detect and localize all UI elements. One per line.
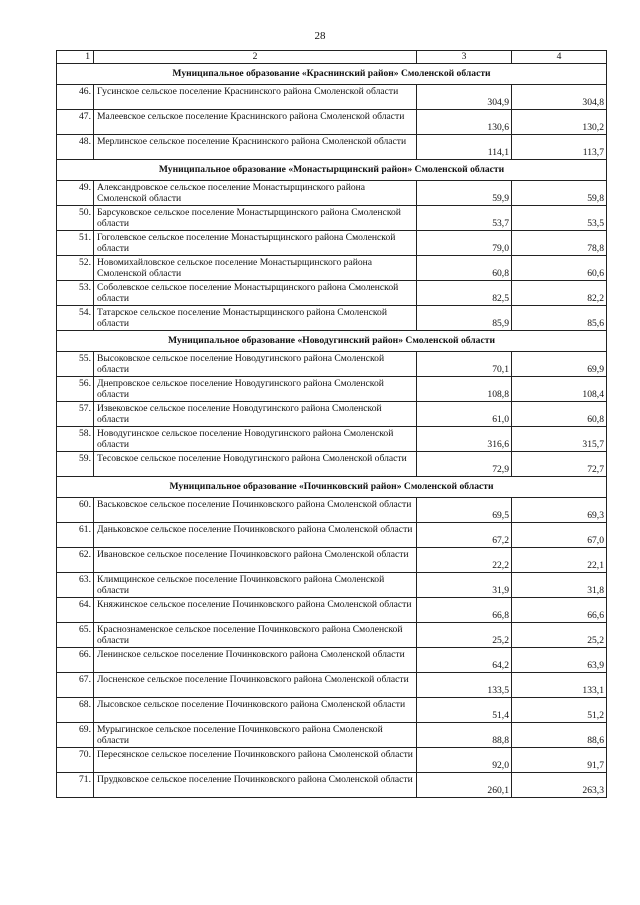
row-number: 48. <box>57 135 94 160</box>
table-row <box>57 648 607 673</box>
row-number: 54. <box>57 306 94 331</box>
table-header-row <box>57 51 607 64</box>
settlement-name: Княжинское сельское поселение Починковского района Смоленской области <box>94 598 417 623</box>
value-column-4: 263,3 <box>512 773 607 798</box>
settlement-name: Краснознаменское сельское поселение Починковского района Смоленской области <box>94 623 417 648</box>
settlement-name: Новодугинское сельское поселение Новодугинского района Смоленской области <box>94 427 417 452</box>
table-row <box>57 110 607 135</box>
value-column-3: 22,2 <box>417 548 512 573</box>
table-row <box>57 548 607 573</box>
value-column-4: 25,2 <box>512 623 607 648</box>
settlement-name: Мерлинское сельское поселение Краснинского района Смоленской области <box>94 135 417 160</box>
value-column-4: 69,9 <box>512 352 607 377</box>
value-column-4: 91,7 <box>512 748 607 773</box>
settlement-name: Лосненское сельское поселение Починковского района Смоленской области <box>94 673 417 698</box>
table-row <box>57 623 607 648</box>
table-row <box>57 85 607 110</box>
value-column-3: 67,2 <box>417 523 512 548</box>
row-number: 51. <box>57 231 94 256</box>
value-column-3: 51,4 <box>417 698 512 723</box>
value-column-3: 31,9 <box>417 573 512 598</box>
value-column-4: 85,6 <box>512 306 607 331</box>
section-title: Муниципальное образование «Краснинский район» Смоленской области <box>57 64 607 85</box>
value-column-3: 61,0 <box>417 402 512 427</box>
settlement-name: Лысовское сельское поселение Починковского района Смоленской области <box>94 698 417 723</box>
settlement-name: Мурыгинское сельское поселение Починковского района Смоленской области <box>94 723 417 748</box>
table-row <box>57 498 607 523</box>
value-column-4: 133,1 <box>512 673 607 698</box>
settlement-name: Пересянское сельское поселение Починковского района Смоленской области <box>94 748 417 773</box>
settlement-name: Александровское сельское поселение Монастырщинского района Смоленской области <box>94 181 417 206</box>
table-row <box>57 427 607 452</box>
section-header-row <box>57 477 607 498</box>
value-column-3: 114,1 <box>417 135 512 160</box>
value-column-4: 59,8 <box>512 181 607 206</box>
section-title: Муниципальное образование «Монастырщинский район» Смоленской области <box>57 160 607 181</box>
table-row <box>57 573 607 598</box>
table-row <box>57 352 607 377</box>
row-number: 60. <box>57 498 94 523</box>
value-column-4: 60,8 <box>512 402 607 427</box>
row-number: 66. <box>57 648 94 673</box>
table-row <box>57 673 607 698</box>
row-number: 65. <box>57 623 94 648</box>
row-number: 46. <box>57 85 94 110</box>
table-row <box>57 206 607 231</box>
table-body <box>57 51 607 798</box>
value-column-3: 304,9 <box>417 85 512 110</box>
value-column-4: 72,7 <box>512 452 607 477</box>
settlement-name: Прудковское сельское поселение Починковского района Смоленской области <box>94 773 417 798</box>
settlement-name: Татарское сельское поселение Монастырщинского района Смоленской области <box>94 306 417 331</box>
value-column-4: 108,4 <box>512 377 607 402</box>
value-column-3: 72,9 <box>417 452 512 477</box>
value-column-3: 70,1 <box>417 352 512 377</box>
value-column-4: 53,5 <box>512 206 607 231</box>
value-column-4: 315,7 <box>512 427 607 452</box>
row-number: 47. <box>57 110 94 135</box>
value-column-3: 92,0 <box>417 748 512 773</box>
row-number: 57. <box>57 402 94 427</box>
row-number: 63. <box>57 573 94 598</box>
settlement-name: Тесовское сельское поселение Новодугинского района Смоленской области <box>94 452 417 477</box>
value-column-4: 113,7 <box>512 135 607 160</box>
table-row <box>57 181 607 206</box>
row-number: 68. <box>57 698 94 723</box>
value-column-3: 130,6 <box>417 110 512 135</box>
table-row <box>57 231 607 256</box>
settlement-name: Гоголевское сельское поселение Монастырщинского района Смоленской области <box>94 231 417 256</box>
row-number: 49. <box>57 181 94 206</box>
value-column-3: 316,6 <box>417 427 512 452</box>
value-column-3: 85,9 <box>417 306 512 331</box>
row-number: 50. <box>57 206 94 231</box>
settlement-name: Высоковское сельское поселение Новодугинского района Смоленской области <box>94 352 417 377</box>
section-title: Муниципальное образование «Новодугинский район» Смоленской области <box>57 331 607 352</box>
row-number: 71. <box>57 773 94 798</box>
settlement-name: Гусинское сельское поселение Краснинского района Смоленской области <box>94 85 417 110</box>
table-row <box>57 306 607 331</box>
section-header-row <box>57 331 607 352</box>
table-row <box>57 452 607 477</box>
table-row <box>57 281 607 306</box>
row-number: 62. <box>57 548 94 573</box>
value-column-3: 79,0 <box>417 231 512 256</box>
value-column-3: 69,5 <box>417 498 512 523</box>
settlement-name: Васьковское сельское поселение Починковского района Смоленской области <box>94 498 417 523</box>
table-row <box>57 256 607 281</box>
row-number: 52. <box>57 256 94 281</box>
value-column-3: 25,2 <box>417 623 512 648</box>
value-column-3: 88,8 <box>417 723 512 748</box>
value-column-4: 51,2 <box>512 698 607 723</box>
row-number: 70. <box>57 748 94 773</box>
value-column-3: 60,8 <box>417 256 512 281</box>
value-column-4: 22,1 <box>512 548 607 573</box>
value-column-3: 59,9 <box>417 181 512 206</box>
value-column-3: 53,7 <box>417 206 512 231</box>
value-column-4: 31,8 <box>512 573 607 598</box>
value-column-4: 63,9 <box>512 648 607 673</box>
section-header-row <box>57 160 607 181</box>
row-number: 55. <box>57 352 94 377</box>
settlement-name: Ленинское сельское поселение Починковского района Смоленской области <box>94 648 417 673</box>
table-row <box>57 773 607 798</box>
settlements-table <box>56 50 607 798</box>
settlement-name: Барсуковское сельское поселение Монастырщинского района Смоленской области <box>94 206 417 231</box>
table-row <box>57 698 607 723</box>
page-number: 28 <box>314 30 326 42</box>
section-title: Муниципальное образование «Починковский район» Смоленской области <box>57 477 607 498</box>
settlement-name: Малеевское сельское поселение Краснинского района Смоленской области <box>94 110 417 135</box>
column-header: 3 <box>417 51 512 64</box>
table-row <box>57 135 607 160</box>
column-header: 1 <box>57 51 94 64</box>
settlement-name: Днепровское сельское поселение Новодугинского района Смоленской области <box>94 377 417 402</box>
value-column-4: 69,3 <box>512 498 607 523</box>
value-column-4: 66,6 <box>512 598 607 623</box>
row-number: 58. <box>57 427 94 452</box>
row-number: 61. <box>57 523 94 548</box>
settlement-name: Даньковское сельское поселение Починковского района Смоленской области <box>94 523 417 548</box>
value-column-4: 78,8 <box>512 231 607 256</box>
row-number: 59. <box>57 452 94 477</box>
value-column-3: 82,5 <box>417 281 512 306</box>
settlement-name: Климщинское сельское поселение Починковского района Смоленской области <box>94 573 417 598</box>
row-number: 53. <box>57 281 94 306</box>
row-number: 69. <box>57 723 94 748</box>
table-row <box>57 723 607 748</box>
value-column-4: 67,0 <box>512 523 607 548</box>
table-row <box>57 748 607 773</box>
column-header: 2 <box>94 51 417 64</box>
value-column-3: 108,8 <box>417 377 512 402</box>
section-header-row <box>57 64 607 85</box>
value-column-3: 260,1 <box>417 773 512 798</box>
value-column-4: 304,8 <box>512 85 607 110</box>
value-column-4: 88,6 <box>512 723 607 748</box>
value-column-4: 82,2 <box>512 281 607 306</box>
settlement-name: Ивановское сельское поселение Починковского района Смоленской области <box>94 548 417 573</box>
value-column-3: 66,8 <box>417 598 512 623</box>
settlement-name: Новомихайловское сельское поселение Монастырщинского района Смоленской области <box>94 256 417 281</box>
value-column-4: 60,6 <box>512 256 607 281</box>
row-number: 56. <box>57 377 94 402</box>
settlement-name: Соболевское сельское поселение Монастырщинского района Смоленской области <box>94 281 417 306</box>
table-row <box>57 523 607 548</box>
table-row <box>57 402 607 427</box>
table-row <box>57 598 607 623</box>
column-header: 4 <box>512 51 607 64</box>
settlement-name: Извековское сельское поселение Новодугинского района Смоленской области <box>94 402 417 427</box>
value-column-3: 133,5 <box>417 673 512 698</box>
row-number: 67. <box>57 673 94 698</box>
value-column-3: 64,2 <box>417 648 512 673</box>
table-row <box>57 377 607 402</box>
row-number: 64. <box>57 598 94 623</box>
value-column-4: 130,2 <box>512 110 607 135</box>
